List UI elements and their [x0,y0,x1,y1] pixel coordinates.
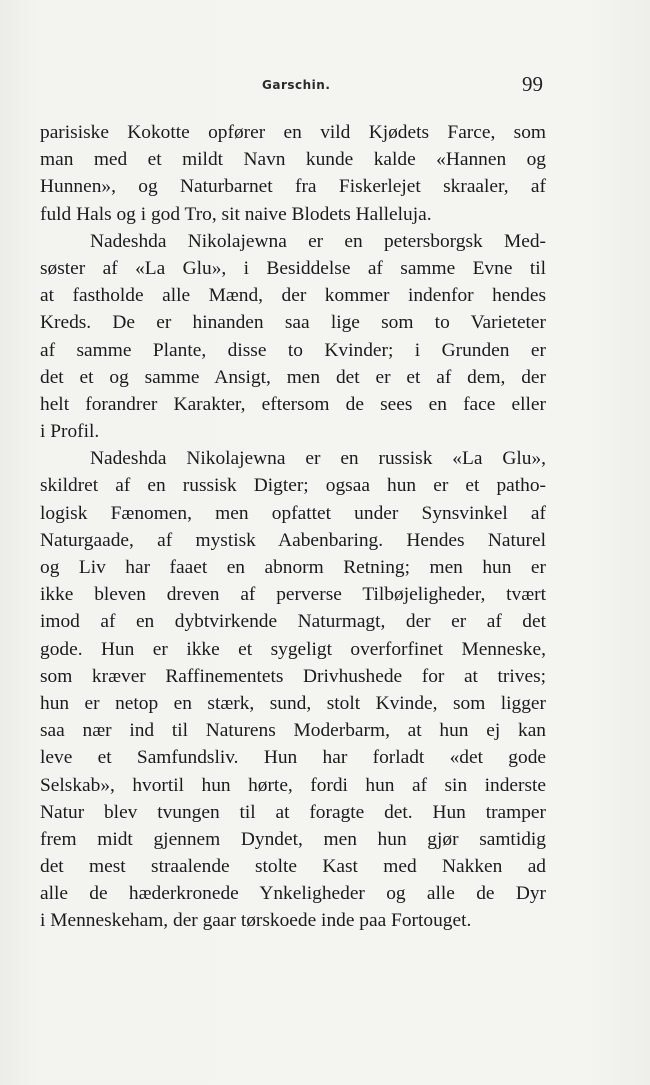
text-line: logisk Fænomen, men opfattet under Synsvinkel af [40,502,546,524]
text-line: Naturgaade, af mystisk Aabenbaring. Hendes Naturel [40,529,546,551]
page-number: 99 [522,72,543,96]
text-line: imod af en dybtvirkende Naturmagt, der er af det [40,611,546,633]
text-line: af samme Plante, disse to Kvinder; i Grunden er [40,339,546,361]
text-line: at fastholde alle Mænd, der kommer indenfor hendes [40,285,546,307]
text-line: frem midt gjennem Dyndet, men hun gjør samtidig [40,828,546,850]
text-line: saa nær ind til Naturens Moderbarm, at hun ej kan [40,720,546,742]
text-line: gode. Hun er ikke et sygeligt overforfinet Menneske, [40,638,546,660]
text-line: skildret af en russisk Digter; ogsaa hun er et patho- [40,475,546,497]
text-line: som kræver Raffinementets Drivhushede for at trives; [40,665,546,687]
text-line: ikke bleven dreven af perverse Tilbøjeligheder, tvært [40,584,546,606]
text-line: Natur blev tvungen til at foragte det. Hun tramper [40,801,546,823]
text-line: i Profil. [40,421,100,443]
text-line: helt forandrer Karakter, eftersom de sees en face eller [40,393,546,415]
text-line: i Menneskeham, der gaar tørskoede inde paa Fortouget. [40,910,472,932]
text-line: man med et mildt Navn kunde kalde «Hannen og [40,149,546,171]
text-line: alle de hæderkronede Ynkeligheder og alle de Dyr [40,883,546,905]
text-line: Kreds. De er hinanden saa lige som to Varieteter [40,312,546,334]
text-line: Nadeshda Nikolajewna er en russisk «La Glu», [90,448,546,470]
text-line: Selskab», hvortil hun hørte, fordi hun af sin inderste [40,774,546,796]
text-line: det et og samme Ansigt, men det er et af dem, der [40,366,546,388]
text-line: Hunnen», og Naturbarnet fra Fiskerlejet skraaler, af [40,176,546,198]
text-line: fuld Hals og i god Tro, sit naive Blodets Halleluja. [40,203,432,225]
text-line: det mest straalende stolte Kast med Nakken ad [40,856,546,878]
text-line: parisiske Kokotte opfører en vild Kjødets Farce, som [40,122,546,143]
running-head [0,72,650,102]
body-text [40,119,546,935]
text-line: hun er netop en stærk, sund, stolt Kvinde, som ligger [40,692,546,714]
text-line: Nadeshda Nikolajewna er en petersborgsk Med- [90,230,546,252]
text-line: og Liv har faaet en abnorm Retning; men hun er [40,557,546,578]
text-line: leve et Samfundsliv. Hun har forladt «det gode [40,747,546,769]
text-line: søster af «La Glu», i Besiddelse af samme Evne til [40,257,546,279]
running-title: Garschin. [262,78,331,92]
